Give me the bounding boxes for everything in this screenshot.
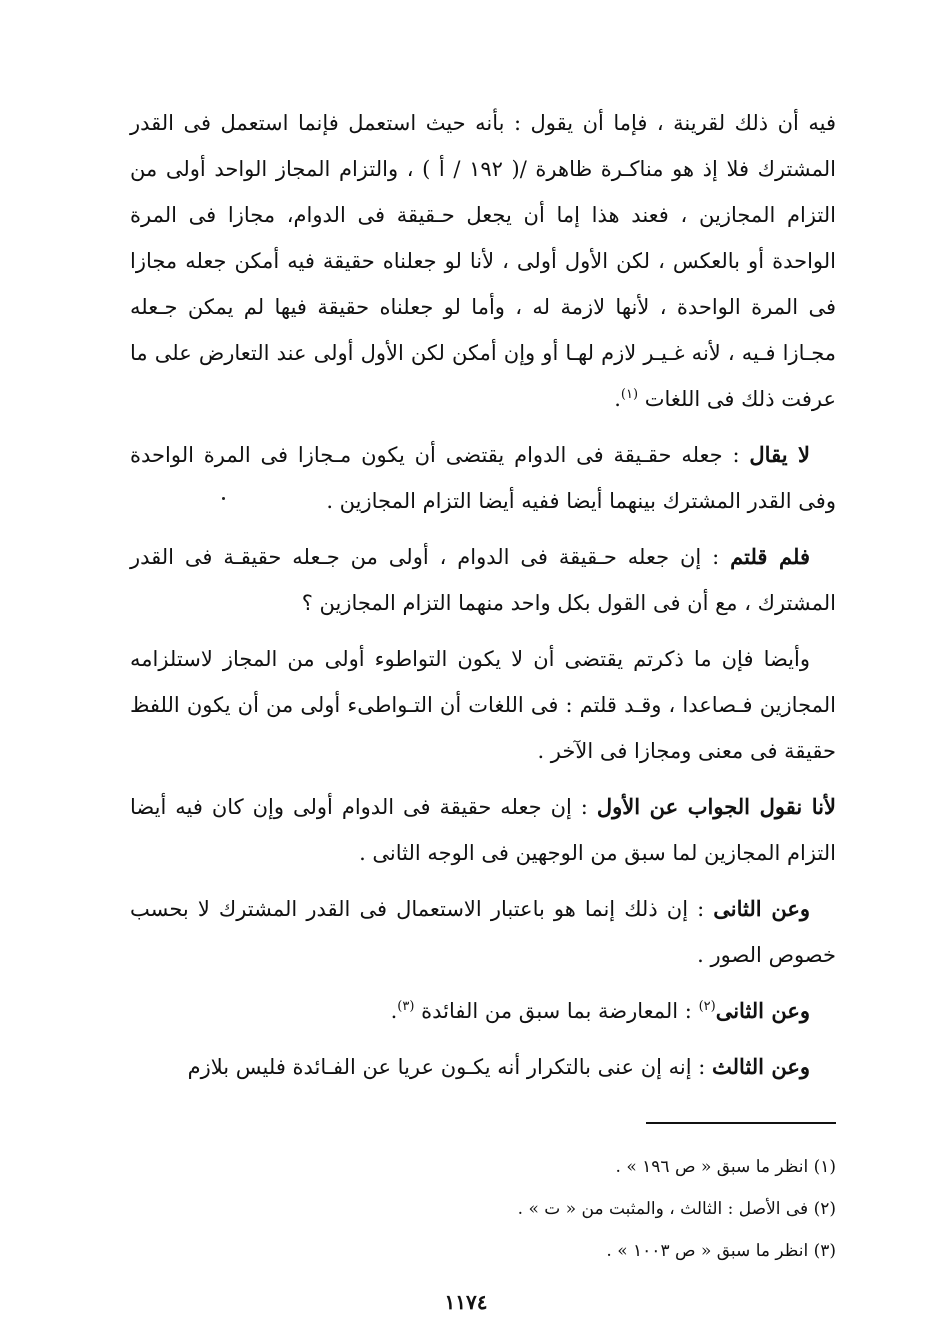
page-number: ١١٧٤ xyxy=(444,1290,488,1314)
paragraph-4 xyxy=(130,636,836,774)
paragraph-8 xyxy=(130,1044,836,1090)
paragraph-text: : المعارضة بما سبق من الفائدة xyxy=(421,999,692,1023)
paragraph-text: : إنه إن عنى بالتكرار أنه يكـون عريا عن الفـائدة فليس بلازم xyxy=(187,1055,706,1079)
main-text xyxy=(130,100,836,1100)
paragraph-tail: . xyxy=(390,999,398,1023)
paragraph-lead: لأنا نقول الجواب عن الأول xyxy=(596,794,836,819)
paragraph-2 xyxy=(130,432,836,524)
footnote-2: (٢) فى الأصل : الثالث ، والمثبت من « ت » . xyxy=(517,1199,836,1219)
footnote-ref: (١) xyxy=(620,387,639,402)
paragraph-text: فيه أن ذلك لقرينة ، فإما أن يقول : بأنه حيث استعمل فإنما استعمل فى القدر المشترك فلا إذ هو مناكـرة ظاهرة /( ١٩٢ / أ ) ، والتزام المجاز الواحد أولى من التزام المجازين ، فعند هذا إما أن يجعل حـقيقة فى الدوام، مجازا فى المرة الواحدة أو بالعكس ، لكن الأول أولى ، لأنا لو جعلناه حقيقة فيه أمكن جعله مجازا فى المرة الواحدة ، لأنها لازمة له ، وأما لو جعلناه حقيقة فيها لم يمكن جـعله مجـازا فـيه ، لأنه غـيـر لازم لهـا أو وإن أمكن لكن الأول أولى عند التعارض على ما عرفت ذلك فى اللغات xyxy=(130,111,837,411)
paragraph-3 xyxy=(130,534,836,626)
footnotes xyxy=(130,1146,836,1272)
paragraph-lead: وعن الثانى xyxy=(715,998,810,1023)
paragraph-text: : إن ذلك إنما هو باعتبار الاستعمال فى القدر المشترك لا بحسب خصوص الصور . xyxy=(130,897,836,967)
paragraph-6 xyxy=(130,886,836,978)
paragraph-7 xyxy=(130,988,836,1034)
paragraph-text: : جعله حقـيقة فى الدوام يقتضى أن يكون مـجازا فى المرة الواحدة وفى القدر المشترك بينهما أيضا ففيه أيضا التزام المجازين . xyxy=(130,443,836,513)
footnote-ref: (٢) xyxy=(698,999,716,1014)
paragraph-text: : إن جعله حـقيقة فى الدوام ، أولى من جـعله حقيقـة فى القدر المشترك ، مع أن فى القول بكل واحد منهما التزام المجازين ؟ xyxy=(130,545,836,615)
paragraph-5 xyxy=(130,784,836,876)
paragraph-1 xyxy=(130,100,836,422)
paragraph-text: وأيضا فإن ما ذكرتم يقتضى أن لا يكون التواطوء أولى من المجاز لاستلزامه المجازين فـصاعدا ، وقـد قلتم : فى اللغات أن التـواطىء أولى من أن يكون اللفظ حقيقة فى معنى ومجازا فى الآخر . xyxy=(130,647,836,763)
paragraph-lead: لا يقال xyxy=(749,442,810,467)
footnote-1: (١) انظر ما سبق « ص ١٩٦ » . xyxy=(615,1157,836,1177)
scan-speck xyxy=(222,497,225,500)
footnote-ref: (٣) xyxy=(397,999,415,1014)
paragraph-lead: فلم قلتم xyxy=(730,544,810,569)
footnote-3: (٣) انظر ما سبق « ص ١٠٠٣ » . xyxy=(606,1241,836,1261)
footnote-separator xyxy=(646,1122,836,1124)
paragraph-lead: وعن الثانى xyxy=(713,896,810,921)
paragraph-lead: وعن الثالث xyxy=(712,1054,810,1079)
paragraph-tail: . xyxy=(614,387,621,411)
paragraph-text: : إن جعله حقيقة فى الدوام أولى وإن كان فيه أيضا التزام المجازين لما سبق من الوجهين فى الوجه الثانى . xyxy=(130,795,836,865)
